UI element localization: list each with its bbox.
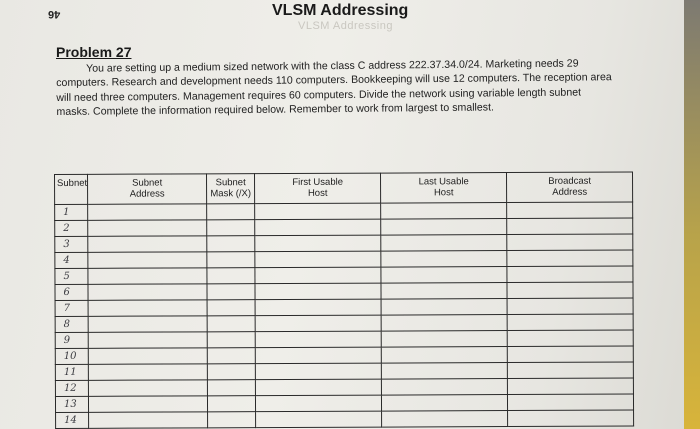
header-broadcast-address: Broadcast Address xyxy=(507,172,633,203)
broadcast-address-cell[interactable] xyxy=(507,314,633,331)
broadcast-address-cell[interactable] xyxy=(507,298,633,315)
last-usable-host-cell[interactable] xyxy=(381,235,507,252)
first-usable-host-cell[interactable] xyxy=(256,395,382,412)
broadcast-address-cell[interactable] xyxy=(507,346,633,363)
subnet-number: 3 xyxy=(55,236,88,252)
broadcast-address-cell[interactable] xyxy=(507,330,633,347)
subnet-address-cell[interactable] xyxy=(88,252,207,269)
broadcast-address-cell[interactable] xyxy=(507,362,633,379)
problem-description: You are setting up a medium sized network with the class C address 222.37.34.0/24. Marketing needs 29 computers. Research and development needs 110 computers. Bookkeeping will use 12 computers. The reception area will need three computers. Management requires 60 computers. Divide the network using variable length subnet masks. Complete the information required below. Remember to work from largest to smallest. xyxy=(56,57,612,118)
last-usable-host-cell[interactable] xyxy=(381,363,507,380)
last-usable-host-cell[interactable] xyxy=(381,219,507,236)
subnet-address-cell[interactable] xyxy=(88,348,207,365)
first-usable-host-cell[interactable] xyxy=(255,299,381,316)
subnet-mask-cell[interactable] xyxy=(207,236,255,252)
broadcast-address-cell[interactable] xyxy=(507,234,633,251)
subnet-number: 13 xyxy=(55,396,88,412)
faint-watermark: VLSM Addressing xyxy=(298,20,393,32)
subnet-address-cell[interactable] xyxy=(88,236,207,253)
subnet-address-cell[interactable] xyxy=(88,364,207,381)
page-title: VLSM Addressing xyxy=(272,2,409,19)
broadcast-address-cell[interactable] xyxy=(507,266,633,283)
first-usable-host-cell[interactable] xyxy=(255,283,381,300)
subnet-number: 6 xyxy=(55,284,88,300)
subnet-mask-cell[interactable] xyxy=(208,380,256,396)
subnet-mask-cell[interactable] xyxy=(207,268,255,284)
first-usable-host-cell[interactable] xyxy=(255,347,381,364)
subnet-number: 4 xyxy=(55,252,88,268)
broadcast-address-cell[interactable] xyxy=(507,202,633,219)
last-usable-host-cell[interactable] xyxy=(381,251,507,268)
table-body xyxy=(55,202,634,429)
subnet-mask-cell[interactable] xyxy=(207,284,255,300)
subnet-number: 8 xyxy=(55,316,88,332)
last-usable-host-cell[interactable] xyxy=(382,411,508,428)
first-usable-host-cell[interactable] xyxy=(255,267,381,284)
last-usable-host-cell[interactable] xyxy=(381,203,507,220)
subnet-address-cell[interactable] xyxy=(88,284,207,301)
last-usable-host-cell[interactable] xyxy=(381,267,507,284)
subnet-address-cell[interactable] xyxy=(89,396,208,413)
problem-heading: Problem 27 xyxy=(56,44,132,60)
subnet-mask-cell[interactable] xyxy=(207,220,255,236)
first-usable-host-cell[interactable] xyxy=(255,331,381,348)
subnet-mask-cell[interactable] xyxy=(207,332,255,348)
first-usable-host-cell[interactable] xyxy=(255,315,381,332)
subnet-address-cell[interactable] xyxy=(89,412,208,429)
subnet-address-cell[interactable] xyxy=(88,268,207,285)
broadcast-address-cell[interactable] xyxy=(508,378,634,395)
subnet-mask-cell[interactable] xyxy=(208,396,256,412)
subnet-number: 12 xyxy=(55,380,88,396)
subnet-number: 10 xyxy=(55,348,88,364)
subnet-number: 2 xyxy=(55,220,88,236)
table-header-row xyxy=(55,172,633,205)
last-usable-host-cell[interactable] xyxy=(382,379,508,396)
subnet-mask-cell[interactable] xyxy=(207,348,255,364)
subnet-number: 1 xyxy=(55,204,88,220)
last-usable-host-cell[interactable] xyxy=(381,315,507,332)
subnet-mask-cell[interactable] xyxy=(207,252,255,268)
subnet-number: 9 xyxy=(55,332,88,348)
broadcast-address-cell[interactable] xyxy=(507,218,633,235)
last-usable-host-cell[interactable] xyxy=(382,395,508,412)
first-usable-host-cell[interactable] xyxy=(255,219,381,236)
last-usable-host-cell[interactable] xyxy=(381,299,507,316)
subnet-mask-cell[interactable] xyxy=(208,412,256,428)
subnet-address-cell[interactable] xyxy=(88,316,207,333)
page-number: 46 xyxy=(48,8,61,20)
subnet-number: 14 xyxy=(56,412,89,428)
header-first-usable-host: First Usable Host xyxy=(255,173,381,204)
first-usable-host-cell[interactable] xyxy=(255,235,381,252)
first-usable-host-cell[interactable] xyxy=(255,251,381,268)
header-subnet: Subnet xyxy=(55,174,88,204)
first-usable-host-cell[interactable] xyxy=(255,363,381,380)
first-usable-host-cell[interactable] xyxy=(256,379,382,396)
subnet-mask-cell[interactable] xyxy=(207,204,255,220)
subnet-number: 5 xyxy=(55,268,88,284)
last-usable-host-cell[interactable] xyxy=(381,347,507,364)
first-usable-host-cell[interactable] xyxy=(255,203,381,220)
subnet-address-cell[interactable] xyxy=(88,204,207,221)
subnet-address-cell[interactable] xyxy=(88,220,207,237)
last-usable-host-cell[interactable] xyxy=(381,331,507,348)
vlsm-table xyxy=(54,171,634,429)
header-last-usable-host: Last Usable Host xyxy=(381,173,507,204)
header-subnet-mask: Subnet Mask (/X) xyxy=(207,174,255,204)
header-subnet-address: Subnet Address xyxy=(88,174,207,205)
first-usable-host-cell[interactable] xyxy=(256,411,382,428)
subnet-mask-cell[interactable] xyxy=(207,316,255,332)
last-usable-host-cell[interactable] xyxy=(381,283,507,300)
broadcast-address-cell[interactable] xyxy=(508,394,634,411)
broadcast-address-cell[interactable] xyxy=(507,250,633,267)
subnet-address-cell[interactable] xyxy=(89,380,208,397)
subnet-mask-cell[interactable] xyxy=(207,300,255,316)
broadcast-address-cell[interactable] xyxy=(507,282,633,299)
subnet-number: 7 xyxy=(55,300,88,316)
desk-background xyxy=(684,0,700,429)
subnet-number: 11 xyxy=(55,364,88,380)
subnet-address-cell[interactable] xyxy=(88,332,207,349)
subnet-address-cell[interactable] xyxy=(88,300,207,317)
table-row xyxy=(56,410,634,429)
subnet-mask-cell[interactable] xyxy=(207,364,255,380)
broadcast-address-cell[interactable] xyxy=(508,410,634,427)
